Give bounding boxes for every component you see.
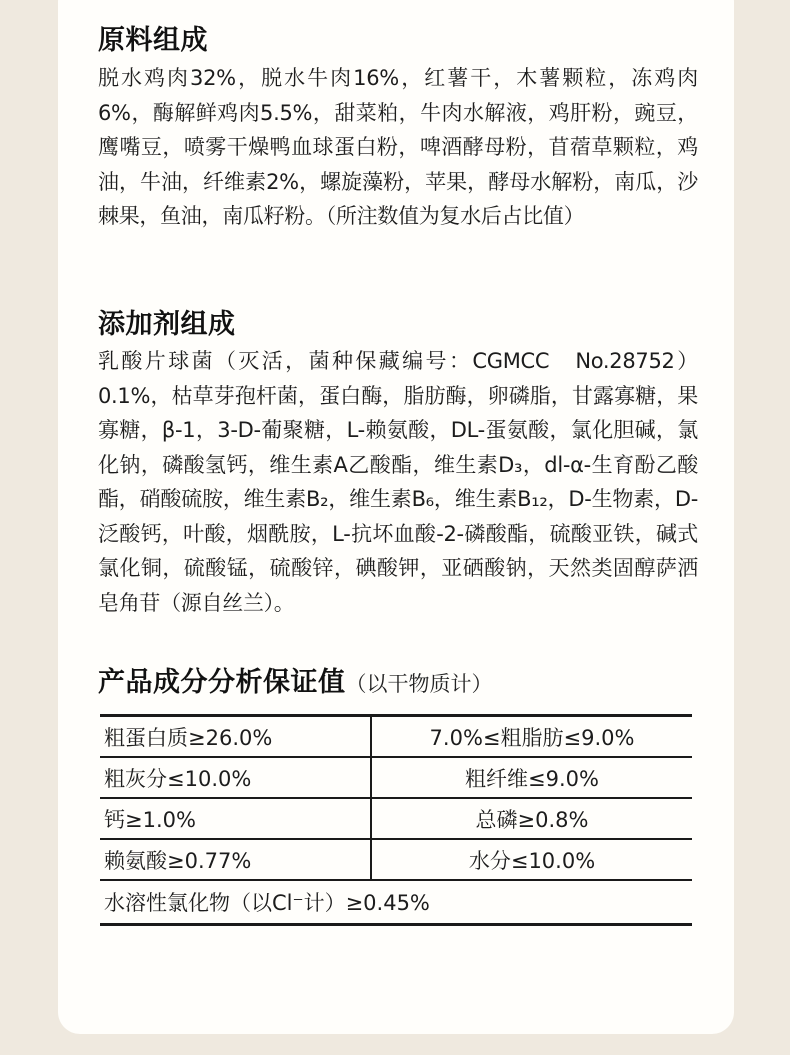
table-cell: 总磷≥0.8% xyxy=(371,798,692,839)
table-footer-cell: 水溶性氯化物（以Cl⁻计）≥0.45% xyxy=(100,880,692,925)
table-cell: 水分≤10.0% xyxy=(371,839,692,880)
raw-materials-text: 脱水鸡肉32%，脱水牛肉16%，红薯干，木薯颗粒，冻鸡肉6%，酶解鲜鸡肉5.5%，甜菜粕，牛肉水解液，鸡肝粉，豌豆，鹰嘴豆，喷雾干燥鸭血球蛋白粉，啤酒酵母粉，苜蓿草颗粒，鸡油，牛油，纤维素2%，螺旋藻粉，苹果，酵母水解粉，南瓜，沙棘果，鱼油，南瓜籽粉。（所注数值为复水后占比值） xyxy=(98,66,698,228)
table-row xyxy=(100,798,692,839)
table-row xyxy=(100,839,692,880)
table-cell: 粗蛋白质≥26.0% xyxy=(100,716,371,758)
table-cell: 粗纤维≤9.0% xyxy=(371,757,692,798)
analysis-note: （以干物质计） xyxy=(345,672,493,696)
raw-materials-heading: 原料组成 xyxy=(98,25,208,56)
table-row xyxy=(100,880,692,925)
table-row xyxy=(100,716,692,758)
table-cell: 钙≥1.0% xyxy=(100,798,371,839)
guaranteed-analysis-table xyxy=(100,714,692,926)
additives-text: 乳酸片球菌（灭活，菌种保藏编号：CGMCC No.28752）0.1%，枯草芽孢杆菌，蛋白酶，脂肪酶，卵磷脂，甘露寡糖，果寡糖，β-1，3-D-葡聚糖，L-赖氨酸，DL-蛋氨酸，氯化胆碱，氯化钠，磷酸氢钙，维生素A乙酸酯，维生素D₃，dl-α-生育酚乙酸酯，硝酸硫胺，维生素B₂，维生素B₆，维生素B₁₂，D-生物素，D-泛酸钙，叶酸，烟酰胺，L-抗坏血酸-2-磷酸酯，硫酸亚铁，碱式氯化铜，硫酸锰，硫酸锌，碘酸钾，亚硒酸钠，天然类固醇萨洒皂角苷（源自丝兰）。 xyxy=(98,349,698,615)
analysis-heading xyxy=(98,660,493,699)
table-cell: 粗灰分≤10.0% xyxy=(100,757,371,798)
table-cell: 赖氨酸≥0.77% xyxy=(100,839,371,880)
table-cell: 7.0%≤粗脂肪≤9.0% xyxy=(371,716,692,758)
additives-heading: 添加剂组成 xyxy=(98,309,236,340)
table-row xyxy=(100,757,692,798)
analysis-title: 产品成分分析保证值 xyxy=(98,667,346,698)
